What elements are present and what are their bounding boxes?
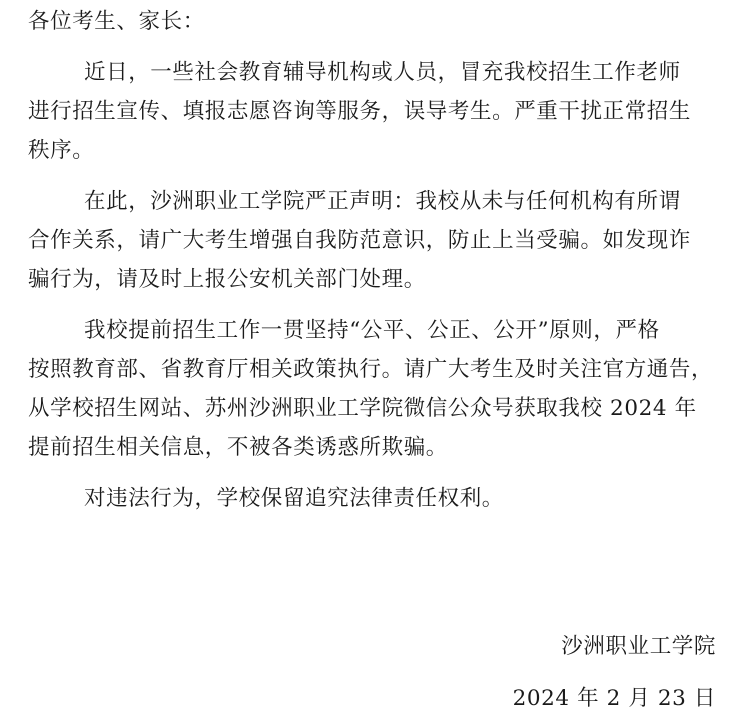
paragraph-line: 秩序。 [28, 138, 95, 163]
paragraph-4 [28, 479, 718, 518]
paragraph-line: 在此，沙洲职业工学院严正声明：我校从未与任何机构有所谓 [84, 189, 681, 214]
paragraph-1 [28, 53, 718, 170]
notice-document [28, 0, 718, 518]
paragraph-line: 按照教育部、省教育厅相关政策执行。请广大考生及时关注官方通告， [28, 357, 714, 382]
paragraph-line: 提前招生相关信息，不被各类诱惑所欺骗。 [28, 435, 448, 460]
paragraph-line: 从学校招生网站、苏州沙洲职业工学院微信公众号获取我校 2024 年 [28, 396, 697, 421]
salutation: 各位考生、家长： [28, 9, 205, 34]
paragraph-3 [28, 311, 718, 467]
paragraph-line: 近日，一些社会教育辅导机构或人员，冒充我校招生工作老师 [84, 60, 681, 85]
paragraph-line: 对违法行为，学校保留追究法律责任权利。 [84, 486, 504, 511]
paragraph-line: 合作关系，请广大考生增强自我防范意识，防止上当受骗。如发现诈 [28, 228, 692, 253]
paragraph-2 [28, 182, 718, 299]
paragraph-line: 骗行为，请及时上报公安机关部门处理。 [28, 267, 426, 292]
signature-date: 2024 年 2 月 23 日 [512, 686, 716, 711]
paragraph-line: 进行招生宣传、填报志愿咨询等服务，误导考生。严重干扰正常招生 [28, 99, 692, 124]
paragraph-line: 我校提前招生工作一贯坚持“公平、公正、公开”原则，严格 [84, 318, 660, 343]
signature-organization: 沙洲职业工学院 [561, 634, 716, 659]
